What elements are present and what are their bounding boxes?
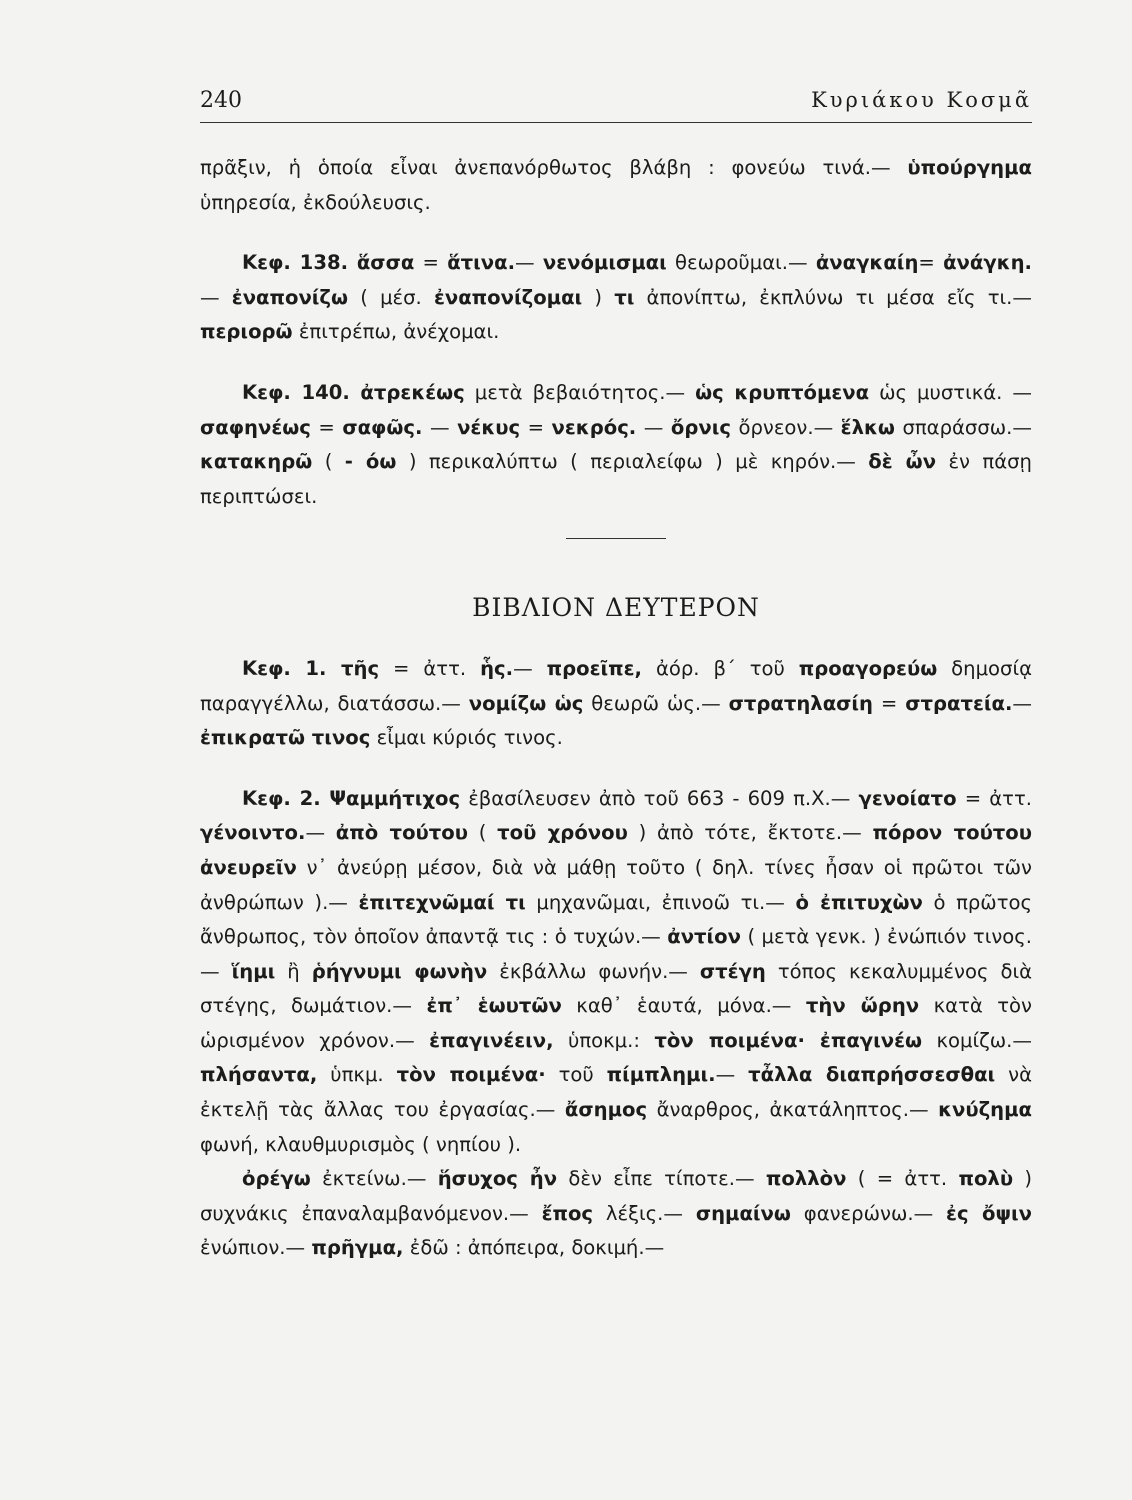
gloss-text: ) περικαλύπτω ( περιαλείφω ) μὲ κηρόν.—	[396, 450, 869, 474]
headword: ὑπούργημα	[907, 156, 1032, 179]
paragraph-gap	[200, 220, 1032, 246]
page-number: 240	[200, 88, 242, 113]
headword: ἀνάγκη.	[943, 251, 1032, 275]
paragraph-gap	[200, 756, 1032, 782]
gloss-text: φανερώνω.—	[790, 1201, 947, 1225]
gloss-text: = ἀττ.	[379, 656, 481, 680]
paragraph	[200, 151, 1032, 220]
headword: ὀρέγω	[242, 1167, 311, 1191]
gloss-text: ἢ	[275, 959, 312, 983]
headword: ἧς.	[480, 656, 514, 680]
gloss-text: νὰ ἐκτελῇ τὰς ἄλλας του ἐργασίας.—	[200, 1063, 1032, 1122]
headword: νομίζω ὡς	[468, 691, 584, 715]
headword: στέγη	[699, 959, 766, 983]
headword: - όω	[344, 450, 397, 474]
gloss-text: ἐκβάλλω φωνήν.—	[487, 959, 700, 983]
paragraph	[200, 376, 1032, 514]
headword: νεκρός.	[551, 415, 637, 439]
gloss-text: λέξις.—	[593, 1201, 696, 1225]
headword: Κεφ. 1. τῆς	[242, 656, 380, 680]
headword: τοῦ χρόνου	[497, 821, 628, 845]
headword: σαφηνέως	[200, 415, 311, 439]
gloss-text: =	[873, 691, 906, 715]
headword: ἐπιτεχνῶμαί τι	[358, 890, 526, 914]
headword: Κεφ. 138. ἅσσα	[242, 251, 415, 275]
gloss-text: ἐνώπιον.—	[200, 1236, 312, 1260]
gloss-text: —	[636, 415, 671, 439]
headword: ἐπαγινέειν,	[429, 1028, 554, 1052]
headword: ἐναπονίζω	[231, 285, 349, 309]
running-head: Κυριάκου Κοσμᾶ	[811, 88, 1032, 112]
headword: τι	[614, 285, 635, 309]
gloss-text: ὄρνεον.—	[730, 415, 841, 439]
gloss-text: ) ἀπὸ τότε, ἔκτοτε.—	[627, 821, 873, 845]
headword: κνύζημα	[938, 1098, 1032, 1122]
gloss-text: (	[312, 450, 345, 474]
headword: προαγορεύω	[798, 656, 938, 680]
headword: ἅτινα.	[447, 251, 516, 275]
gloss-text: τοῦ	[545, 1063, 607, 1087]
gloss-text: ἐπιτρέπω, ἀνέχομαι.	[292, 320, 500, 344]
headword: πολὺ	[958, 1167, 1014, 1191]
gloss-text: ἀπονίπτω, ἐκπλύνω τι μέσα εἴς τι.—	[634, 285, 1032, 309]
gloss-text: δὲν εἶπε τίποτε.—	[557, 1167, 766, 1191]
headword: ὁ ἐπιτυχὼν	[795, 890, 923, 914]
headword: τὸν ποιμένα· ἐπαγινέω	[654, 1028, 923, 1052]
gloss-text: θεωρῶ ὡς.—	[583, 691, 729, 715]
gloss-text: —	[200, 285, 232, 309]
gloss-text: καθ᾽ ἑαυτά, μόνα.—	[561, 994, 806, 1018]
headword: ἥσυχος ἦν	[437, 1167, 558, 1191]
gloss-text: φωνή, κλαυθμυρισμὸς ( νηπίου ).	[200, 1132, 522, 1156]
gloss-text: =	[520, 415, 552, 439]
gloss-text: ὡς μυστικά. —	[869, 380, 1032, 404]
gloss-text: θεωροῦμαι.—	[666, 251, 816, 275]
gloss-text: —	[513, 656, 547, 680]
gloss-text: ἄναρθρος, ἀκατάληπτος.—	[647, 1098, 939, 1122]
headword: γένοιντο.	[200, 821, 306, 845]
gloss-text: —	[1012, 691, 1033, 715]
headword: τἆλλα διαπρήσσεσθαι	[748, 1063, 996, 1087]
gloss-text: = ἀττ.	[956, 786, 1032, 810]
headword: γενοίατο	[858, 786, 957, 810]
headword: πρῆγμα,	[311, 1236, 404, 1260]
gloss-text: —	[422, 415, 458, 439]
headword: πόρον τούτου ἀνευρεῖν	[200, 821, 1032, 879]
gloss-text: ἐβασίλευσεν ἀπὸ τοῦ 663 - 609 π.Χ.—	[460, 786, 859, 810]
gloss-text: δημοσίᾳ παραγγέλλω, διατάσσω.—	[200, 656, 1033, 715]
page-header	[200, 80, 1032, 123]
headword: ἐπικρατῶ τινος	[200, 726, 371, 750]
paragraph	[200, 246, 1032, 350]
gloss-text: —	[715, 1063, 749, 1087]
section-book-two	[200, 652, 1032, 1266]
gloss-text: κατὰ τὸν ὡρισμένον χρόνον.—	[200, 994, 1032, 1052]
headword: σαφῶς.	[342, 415, 423, 439]
body-text	[200, 151, 1032, 1266]
gloss-text: ( μέσ.	[348, 285, 434, 309]
headword: ἔπος	[541, 1201, 594, 1225]
book-title: ΒΙΒΛΙΟΝ ΔΕΥΤΕΡΟΝ	[472, 593, 760, 623]
book-page	[200, 80, 1032, 1480]
headword: ὡς κρυπτόμενα	[695, 380, 870, 404]
gloss-text: (	[467, 821, 498, 845]
gloss-text: τόπος κεκαλυμμένος διὰ στέγης, δωμάτιον.—	[200, 959, 1032, 1018]
headword: πλήσαντα,	[200, 1063, 318, 1087]
gloss-text: ἐκτείνω.—	[310, 1167, 438, 1191]
headword: ὄρνις	[670, 415, 731, 439]
section-book-one-end	[200, 151, 1032, 514]
headword: πίμπλημι.	[606, 1063, 716, 1087]
paragraph	[200, 652, 1032, 756]
headword: πολλὸν	[765, 1167, 847, 1191]
headword: σημαίνω	[695, 1201, 791, 1225]
gloss-text: )	[582, 285, 615, 309]
gloss-text: πρᾶξιν, ἡ ὁποία εἶναι ἀνεπανόρθωτος βλάβη : φονεύω τινά.—	[200, 156, 908, 179]
paragraph	[200, 1162, 1032, 1266]
gloss-text: μηχανῶμαι, ἐπινοῶ τι.—	[525, 890, 796, 914]
headword: ἐς ὄψιν	[946, 1201, 1032, 1225]
gloss-text: ἀόρ. β΄ τοῦ	[642, 656, 799, 680]
headword: Κεφ. 140. ἀτρεκέως	[242, 380, 465, 404]
headword: ἕλκω	[840, 415, 895, 439]
gloss-text: μετὰ βεβαιότητος.—	[464, 380, 696, 404]
gloss-text: εἶμαι κύριός τινος.	[370, 726, 563, 750]
gloss-text: ν᾽ ἀνεύρῃ μέσον, διὰ νὰ μάθῃ τοῦτο ( δηλ. τίνες ἦσαν οἱ πρῶτοι τῶν ἀνθρώπων ).—	[200, 855, 1032, 914]
headword: κατακηρῶ	[200, 450, 313, 474]
gloss-text: =	[414, 251, 448, 275]
headword: στρατεία.	[905, 691, 1013, 715]
headword: νέκυς	[457, 415, 521, 439]
headword: Κεφ. 2. Ψαμμήτιχος	[242, 786, 461, 810]
gloss-text: κομίζω.—	[922, 1028, 1033, 1052]
headword: ἀντίον	[667, 925, 741, 949]
section-divider-rule	[566, 538, 666, 539]
gloss-text: ( = ἀττ.	[846, 1167, 959, 1191]
paragraph-gap	[200, 350, 1032, 376]
gloss-text: ἐν πάσῃ περιπτώσει.	[200, 450, 1032, 508]
gloss-text: ) συχνάκις ἐπαναλαμβανόμενον.—	[200, 1167, 1033, 1225]
gloss-text: ὑπηρεσία, ἐκδούλευσις.	[200, 190, 431, 214]
headword: ἀναγκαίη	[815, 251, 919, 275]
headword: ἄσημος	[564, 1098, 648, 1122]
gloss-text: ὑπκμ.	[317, 1063, 397, 1087]
gloss-text: =	[918, 251, 944, 275]
gloss-text: ὁ πρῶτος ἄνθρωπος, τὸν ὁποῖον ἀπαντᾷ τις : ὁ τυχών.—	[200, 890, 1032, 949]
gloss-text: =	[310, 415, 343, 439]
headword: τὸν ποιμένα·	[396, 1063, 546, 1087]
paragraph	[200, 782, 1032, 1163]
headword: ἀπὸ τούτου	[335, 821, 468, 845]
headword: περιορῶ	[200, 320, 293, 344]
gloss-text: —	[305, 821, 336, 845]
headword: στρατηλασίη	[728, 691, 874, 715]
headword: ἐναπονίζομαι	[433, 285, 583, 309]
headword: τὴν ὥρην	[805, 994, 920, 1018]
headword: ἐπ᾽ ἑωυτῶν	[426, 994, 562, 1018]
headword: δὲ ὦν	[868, 450, 937, 474]
headword: προεῖπε,	[546, 656, 643, 680]
gloss-text: ὑποκμ.:	[553, 1028, 655, 1052]
gloss-text: ἐδῶ : ἀπόπειρα, δοκιμή.—	[403, 1236, 665, 1260]
headword: νενόμισμαι	[542, 251, 667, 275]
gloss-text: σπαράσσω.—	[894, 415, 1032, 439]
gloss-text: ( μετὰ γενκ. ) ἐνώπιόν τινος.—	[200, 925, 1032, 983]
headword: ῥήγνυμι φωνὴν	[311, 959, 488, 983]
gloss-text: —	[515, 251, 543, 275]
headword: ἵημι	[231, 959, 276, 983]
